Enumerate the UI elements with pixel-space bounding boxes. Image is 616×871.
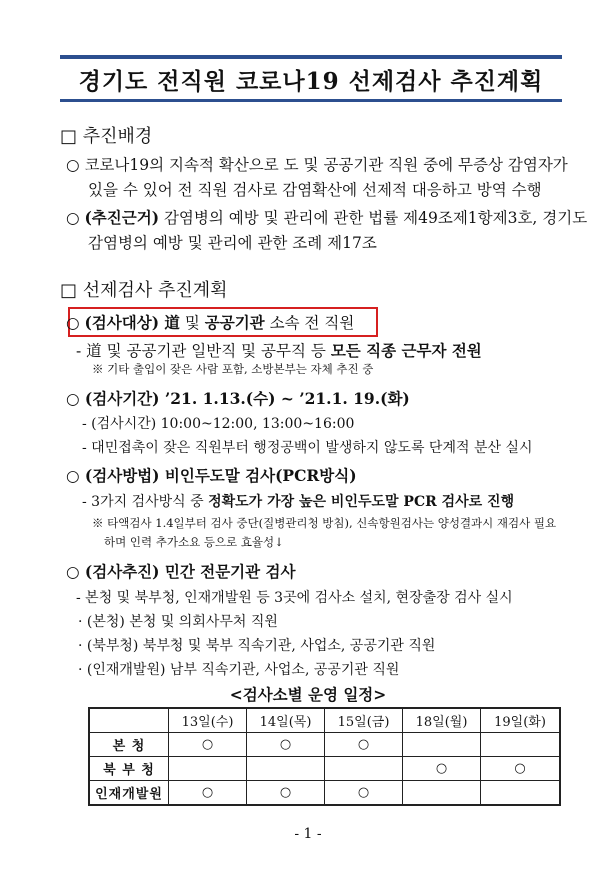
table-cell	[403, 781, 481, 806]
background-item1-line2: 있을 수 있어 전 직원 검사로 감염확산에 선제적 대응하고 방역 수행	[88, 181, 542, 199]
target-connector: 및	[179, 314, 205, 332]
bullet-circle: ○	[66, 209, 80, 227]
table-cell: ○	[325, 733, 403, 757]
target-sub1-text: - 道 및 공공기관 일반직 및 공무직 등	[76, 342, 331, 360]
background-item2-line2: 감염병의 예방 및 관리에 관한 조례 제17조	[88, 234, 377, 252]
document-title-box	[60, 55, 562, 102]
table-header-row	[89, 708, 560, 733]
basis-label: (추진근거)	[84, 208, 160, 227]
table-cell	[403, 733, 481, 757]
target-province: 道	[159, 313, 180, 332]
page-number: - 1 -	[294, 826, 322, 842]
target-rest: 소속 전 직원	[264, 314, 355, 332]
table-cell: ○	[325, 781, 403, 806]
table-header-cell: 15일(금)	[325, 708, 403, 733]
target-public-agencies: 공공기관	[204, 313, 265, 332]
schedule-table	[88, 707, 561, 806]
period-line: ○ (검사기간) ’21. 1.13.(수) ~ ’21.1. 19.(화)	[66, 389, 410, 408]
row-label: 북 부 청	[89, 757, 169, 781]
section2-heading: □ 선제검사 추진계획	[60, 280, 228, 301]
table-cell	[481, 781, 561, 806]
method-sub1-text: - 3가지 검사방식 중	[82, 494, 209, 510]
provider-bullet2: · (북부청) 북부청 및 북부 직속기관, 사업소, 공공기관 직원	[78, 638, 436, 654]
table-cell: ○	[169, 781, 247, 806]
table-cell: ○	[481, 757, 561, 781]
table-header-cell	[89, 708, 169, 733]
method-note2: 하며 인력 추가소요 등으로 효율성↓	[104, 535, 284, 549]
period-sub2: - 대민접촉이 잦은 직원부터 행정공백이 발생하지 않도록 단계적 분산 실시	[82, 440, 533, 456]
document-title: 경기도 전직원 코로나19 선제검사 추진계획	[78, 67, 544, 95]
table-cell	[247, 757, 325, 781]
table-cell: ○	[169, 733, 247, 757]
table-header-cell: 18일(월)	[403, 708, 481, 733]
target-sub1-bold: 모든 직종 근무자 전원	[330, 341, 482, 360]
target-sub1	[76, 339, 482, 361]
bullet-circle: ○	[66, 314, 80, 332]
target-note: ※ 기타 출입이 잦은 사람 포함, 소방본부는 자체 추진 중	[92, 362, 374, 376]
provider-sub1: - 본청 및 북부청, 인재개발원 등 3곳에 검사소 설치, 현장출장 검사 실시	[76, 590, 513, 606]
background-item2-line1	[66, 206, 587, 228]
provider-line: ○ (검사추진) 민간 전문기관 검사	[66, 562, 296, 581]
table-row	[89, 781, 560, 806]
table-cell: ○	[247, 733, 325, 757]
table-row	[89, 733, 560, 757]
provider-bullet1: · (본청) 본청 및 의회사무처 직원	[78, 614, 278, 630]
table-cell	[169, 757, 247, 781]
row-label: 인재개발원	[89, 781, 169, 806]
row-label: 본 청	[89, 733, 169, 757]
table-cell	[325, 757, 403, 781]
provider-bullet3: · (인재개발원) 남부 직속기관, 사업소, 공공기관 직원	[78, 662, 400, 678]
method-sub1-bold: 정확도가 가장 높은 비인두도말 PCR 검사로 진행	[208, 494, 515, 510]
table-cell: ○	[247, 781, 325, 806]
basis-text: 감염병의 예방 및 관리에 관한 법률 제49조제1항제3호, 경기도	[159, 209, 588, 227]
table-header-cell: 14일(목)	[247, 708, 325, 733]
target-line	[66, 311, 354, 333]
method-sub1	[82, 491, 514, 511]
table-cell: ○	[403, 757, 481, 781]
method-note1: ※ 타액검사 1.4일부터 검사 중단(질병관리청 방침), 신속항원검사는 양성결과시 재검사 필요	[92, 516, 557, 530]
table-header-cell: 13일(수)	[169, 708, 247, 733]
section1-heading: □ 추진배경	[60, 126, 153, 147]
table-header-cell: 19일(화)	[481, 708, 561, 733]
method-line: ○ (검사방법) 비인두도말 검사(PCR방식)	[66, 466, 357, 485]
target-label: (검사대상)	[84, 313, 160, 332]
table-cell	[481, 733, 561, 757]
table-row	[89, 757, 560, 781]
period-sub1: - (검사시간) 10:00~12:00, 13:00~16:00	[82, 416, 355, 432]
background-item1-line1: ○ 코로나19의 지속적 확산으로 도 및 공공기관 직원 중에 무증상 감염자가	[66, 156, 568, 174]
schedule-caption: <검사소별 운영 일정>	[229, 685, 387, 704]
